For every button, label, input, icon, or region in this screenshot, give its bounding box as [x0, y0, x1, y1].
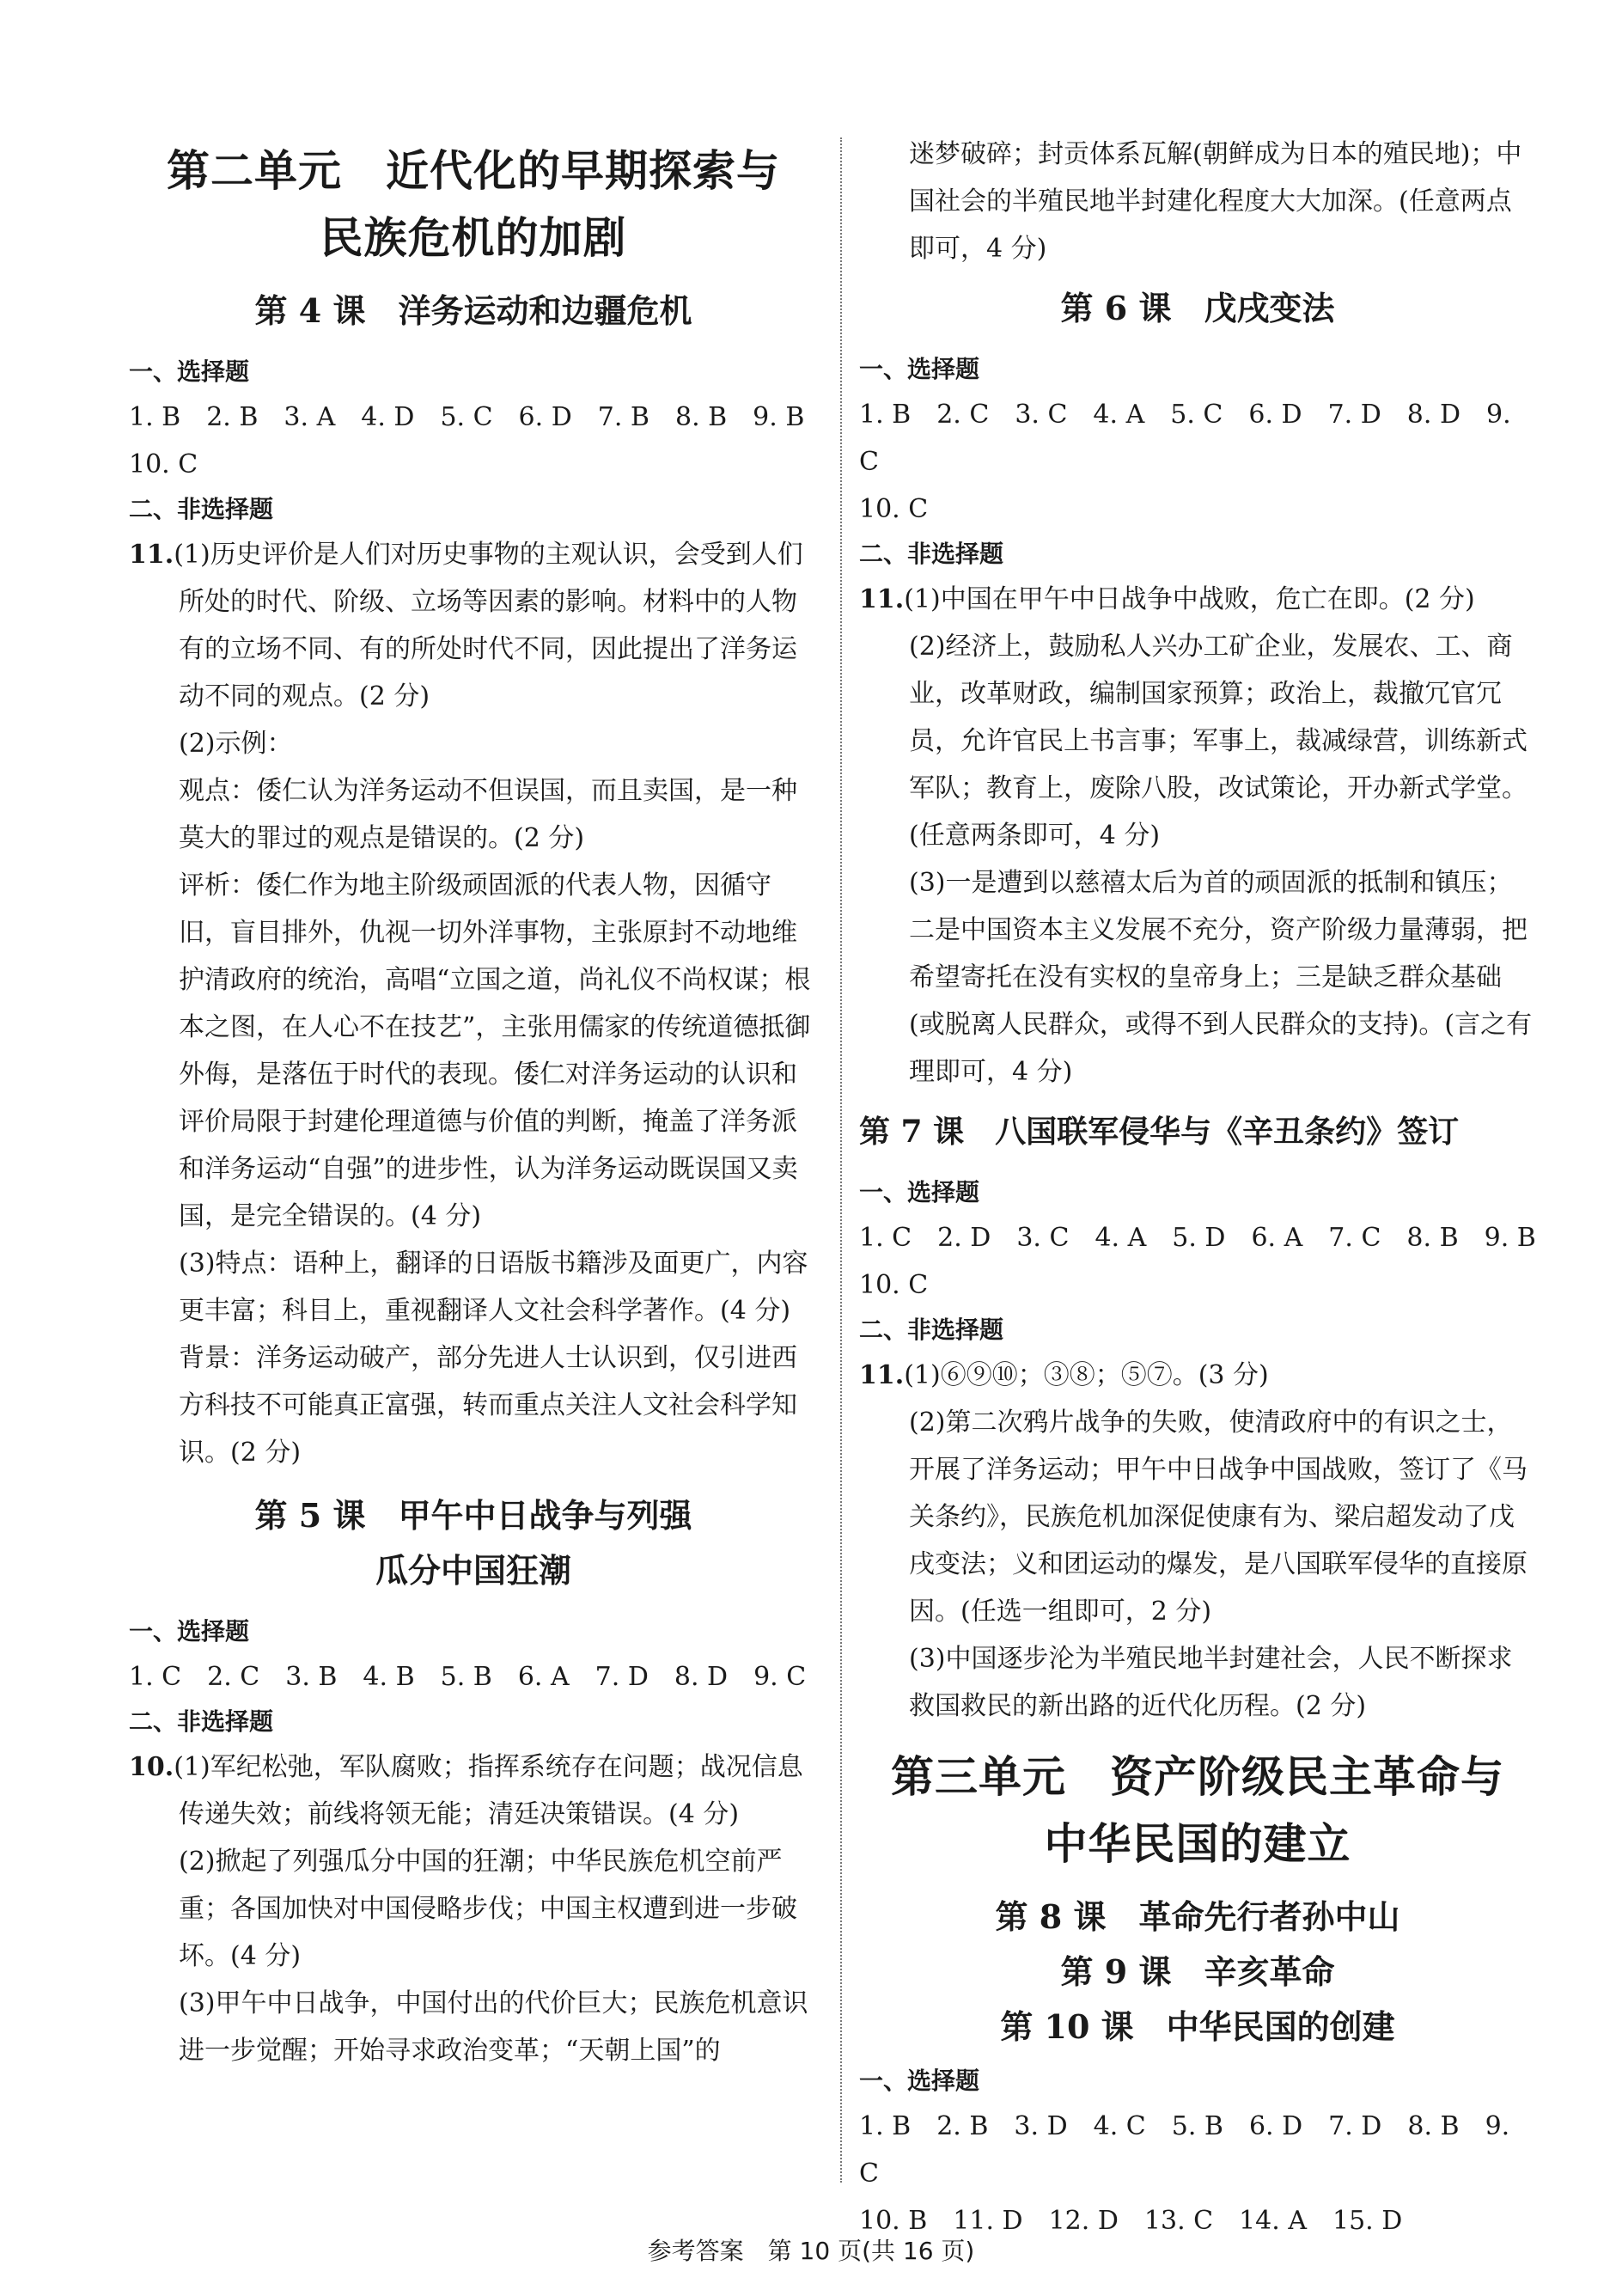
- section-heading: 二、非选择题: [859, 540, 1004, 568]
- question-11: [859, 1352, 1536, 1399]
- answer-text: 背景：洋务运动破产，部分先进人士认识到，仅引进西方科技不可能真正富强，转而重点关注人文社会科学知识。(2 分): [179, 1343, 797, 1468]
- section-heading: 二、非选择题: [859, 1316, 1004, 1344]
- lesson-7-title: 第 7 课 八国联军侵华与《辛丑条约》签订: [859, 1114, 1460, 1150]
- lesson-5-title-line1: 第 5 课 甲午中日战争与列强: [254, 1496, 692, 1535]
- lesson-6-title: 第 6 课 戊戌变法: [1060, 289, 1335, 327]
- unit-2-title-line1: 第二单元 近代化的早期探索与: [167, 145, 780, 196]
- question-number: 11.: [859, 584, 905, 614]
- page-number: 参考答案 第 10 页(共 16 页): [647, 2237, 975, 2265]
- right-column: [859, 131, 1536, 2244]
- answer-text: (2)示例：: [179, 729, 293, 759]
- question-number: 11.: [859, 1360, 905, 1390]
- section-heading: 一、选择题: [129, 1617, 250, 1646]
- question-number: 10.: [129, 1752, 174, 1782]
- section-heading: 二、非选择题: [129, 1707, 274, 1736]
- answer-text: (3)一是遭到以慈禧太后为首的顽固派的抵制和镇压；二是中国资本主义发展不充分，资产阶级力量薄弱，把希望寄托在没有实权的皇帝身上；三是缺乏群众基础(或脱离人民群众，或得不到人民群众的支持)。(言之有理即可，4 分): [909, 868, 1533, 1087]
- unit-2-title: [129, 137, 818, 272]
- section-heading: 一、选择题: [859, 355, 980, 383]
- mc-answers: 10. C: [129, 449, 198, 479]
- mc-answers: 10. B 11. D 12. D 13. C 14. A 15. D: [859, 2206, 1403, 2236]
- mc-answers: 1. B 2. B 3. D 4. C 5. B 6. D 7. D 8. B 9. C: [859, 2111, 1518, 2189]
- column-divider: [840, 137, 842, 2183]
- answer-text-continued: 迷梦破碎；封贡体系瓦解(朝鲜成为日本的殖民地)；中国社会的半殖民地半封建化程度大大加深。(任意两点即可，4 分): [909, 139, 1522, 264]
- section-heading: 一、选择题: [129, 357, 250, 386]
- answer-text: (1)中国在甲午中日战争中战败，危亡在即。(2 分): [904, 584, 1475, 614]
- mc-answers: 1. C 2. C 3. B 4. B 5. B 6. A 7. D 8. D 9. C: [129, 1662, 807, 1692]
- unit-3-title: [859, 1743, 1536, 1878]
- lesson-8-title: 第 8 课 革命先行者孙中山: [995, 1897, 1400, 1936]
- question-10: [129, 1743, 818, 1838]
- answer-text: (3)特点：语种上，翻译的日语版书籍涉及面更广，内容更丰富；科目上，重视翻译人文社会科学著作。(4 分): [179, 1249, 808, 1326]
- unit-3-title-line2: 中华民国的建立: [1044, 1818, 1351, 1869]
- mc-answers: 1. B 2. C 3. C 4. A 5. C 6. D 7. D 8. D 9. C: [859, 400, 1520, 477]
- answer-text: 观点：倭仁认为洋务运动不但误国，而且卖国，是一种莫大的罪过的观点是错误的。(2 分): [179, 776, 797, 853]
- lesson-9-title: 第 9 课 辛亥革命: [1060, 1952, 1335, 1991]
- section-heading: 二、非选择题: [129, 495, 274, 523]
- mc-answers: 10. C: [859, 1270, 929, 1300]
- answer-text: (1)⑥⑨⑩；③⑧；⑤⑦。(3 分): [904, 1360, 1269, 1390]
- lesson-5-title-line2: 瓜分中国狂潮: [375, 1551, 571, 1590]
- question-number: 11.: [129, 540, 174, 570]
- answer-text: (2)经济上，鼓励私人兴办工矿企业，发展农、工、商业，改革财政，编制国家预算；政治上，裁撤冗官冗员，允许官民上书言事；军事上，裁减绿营，训练新式军队；教育上，废除八股，改试策论，开办新式学堂。(任意两条即可，4 分): [909, 632, 1527, 851]
- unit-3-title-line1: 第三单元 资产阶级民主革命与: [891, 1751, 1504, 1802]
- answer-text: (3)中国逐步沦为半殖民地半封建社会，人民不断探求救国救民的新出路的近代化历程。(2 分): [909, 1644, 1513, 1721]
- page-footer: [0, 2232, 1622, 2267]
- answer-text: (2)第二次鸦片战争的失败，使清政府中的有识之士，开展了洋务运动；甲午中日战争中国战败，签订了《马关条约》，民族危机加深促使康有为、梁启超发动了戊戌变法；义和团运动的爆发，是八国联军侵华的直接原因。(任选一组即可，2 分): [909, 1408, 1527, 1627]
- answer-text: 评析：倭仁作为地主阶级顽固派的代表人物，因循守旧，盲目排外，仇视一切外洋事物，主张原封不动地维护清政府的统治，高唱“立国之道，尚礼仪不尚权谋；根本之图，在人心不在技艺”，主张用儒家的传统道德抵御外侮，是落伍于时代的表现。倭仁对洋务运动的认识和评价局限于封建伦理道德与价值的判断，掩盖了洋务派和洋务运动“自强”的进步性，认为洋务运动既误国又卖国，是完全错误的。(4 分): [179, 870, 811, 1231]
- section-heading: 一、选择题: [859, 2067, 980, 2095]
- lesson-10-title: 第 10 课 中华民国的创建: [1000, 2007, 1395, 2046]
- mc-answers: 10. C: [859, 494, 929, 524]
- answer-text: (1)军纪松弛，军队腐败；指挥系统存在问题；战况信息传递失效；前线将领无能；清廷决策错误。(4 分): [174, 1752, 803, 1829]
- left-column: [129, 129, 818, 2074]
- question-11: [859, 576, 1536, 623]
- mc-answers: 1. C 2. D 3. C 4. A 5. D 6. A 7. C 8. B 9. B: [859, 1223, 1536, 1253]
- answer-text: (3)甲午中日战争，中国付出的代价巨大；民族危机意识进一步觉醒；开始寻求政治变革；“天朝上国”的: [179, 1988, 808, 2066]
- lesson-5-title: [129, 1488, 818, 1598]
- mc-answers: 1. B 2. B 3. A 4. D 5. C 6. D 7. B 8. B 9. B: [129, 402, 805, 432]
- section-heading: 一、选择题: [859, 1178, 980, 1206]
- unit-2-title-line2: 民族危机的加剧: [320, 212, 627, 263]
- question-11: [129, 531, 818, 720]
- answer-text: (2)掀起了列强瓜分中国的狂潮；中华民族危机空前严重；各国加快对中国侵略步伐；中国主权遭到进一步破坏。(4 分): [179, 1847, 797, 1971]
- answer-text: (1)历史评价是人们对历史事物的主观认识，会受到人们所处的时代、阶级、立场等因素的影响。材料中的人物有的立场不同、有的所处时代不同，因此提出了洋务运动不同的观点。(2 分): [174, 540, 803, 711]
- lesson-4-title: 第 4 课 洋务运动和边疆危机: [254, 291, 692, 330]
